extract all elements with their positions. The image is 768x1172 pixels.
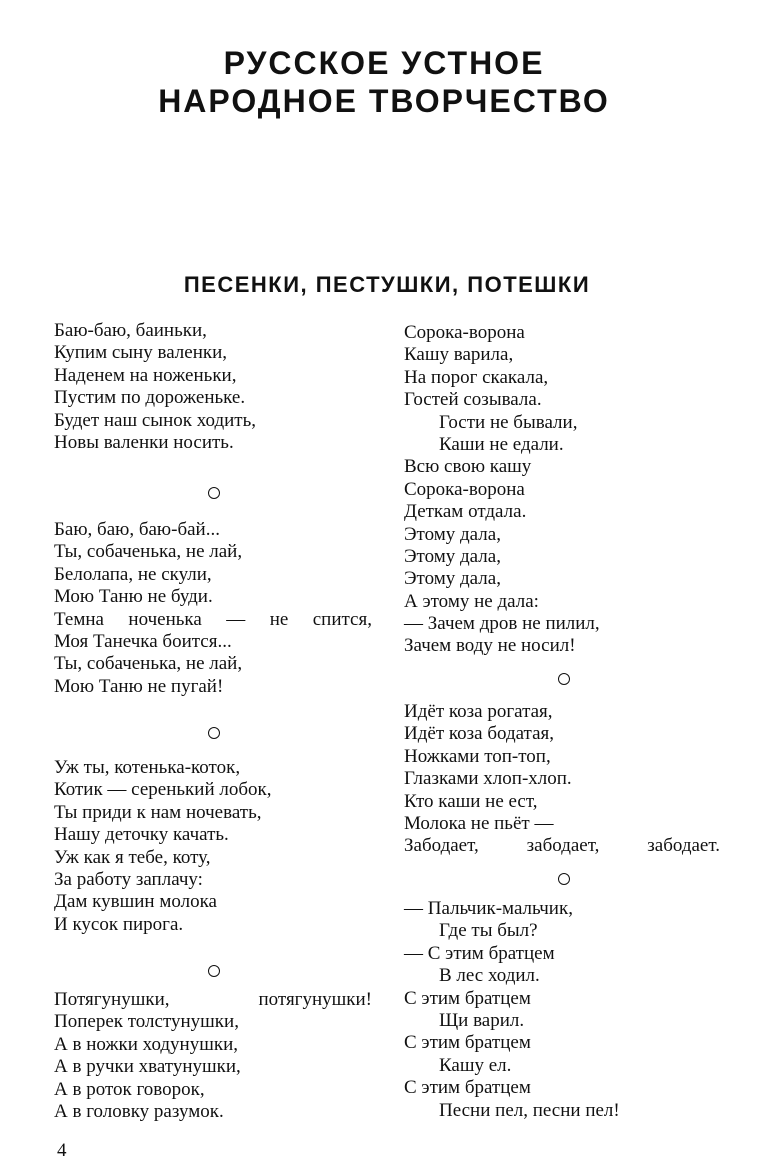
- verse-line: Баю-баю, баиньки,: [54, 320, 207, 341]
- page-number: 4: [57, 1140, 67, 1161]
- verse-line: С этим братцем: [404, 1032, 531, 1054]
- verse-line: В лес ходил.: [439, 965, 540, 987]
- verse-word: ноченька: [128, 608, 202, 630]
- chapter-title: [0, 44, 768, 120]
- verse-line: На порог скакала,: [404, 366, 549, 388]
- verse-line: Сорока-ворона: [404, 322, 525, 343]
- verse-line: Мою Таню не буди.: [54, 586, 213, 608]
- verse-line: Новы валенки носить.: [54, 431, 234, 453]
- poem-separator-circle: [208, 727, 220, 739]
- verse-line: Моя Танечка боится...: [54, 630, 232, 652]
- verse-line: Песни пел, песни пел!: [439, 1099, 620, 1121]
- verse-line: Нашу деточку качать.: [54, 824, 229, 846]
- verse-line: Уж как я тебе, коту,: [54, 846, 211, 868]
- verse-line: За работу заплачу:: [54, 868, 203, 890]
- verse-line: — Зачем дров не пилил,: [404, 613, 600, 635]
- verse-line: Белолапа, не скули,: [54, 563, 212, 585]
- verse-line: Купим сыну валенки,: [54, 342, 228, 364]
- verse-word: забодает.: [647, 835, 720, 857]
- verse-line: Наденем на ноженьки,: [54, 364, 237, 386]
- verse-line: А в ручки хватунушки,: [54, 1056, 241, 1078]
- verse-line: [404, 835, 720, 857]
- verse-line: А в головку разумок.: [54, 1100, 224, 1122]
- verse-line: А этому не дала:: [404, 590, 539, 612]
- verse-line: Ты, собаченька, не лай,: [54, 541, 243, 563]
- poem-kotenka-kotok: [54, 757, 272, 936]
- verse-line: Гости не бывали,: [439, 411, 578, 433]
- verse-line: Кашу варила,: [404, 344, 514, 366]
- verse-line: Пустим по дороженьке.: [54, 387, 246, 409]
- poem-potyagunushki: [54, 989, 372, 1123]
- poem-separator-circle: [208, 965, 220, 977]
- verse-line: Котик — серенький лобок,: [54, 779, 272, 801]
- verse-line: Где ты был?: [439, 920, 538, 942]
- verse-line: Щи варил.: [439, 1009, 525, 1031]
- verse-line: Каши не едали.: [439, 433, 564, 455]
- verse-line: [54, 989, 372, 1011]
- poem-palchik-malchik: [404, 898, 620, 1122]
- verse-line: Идёт коза бодатая,: [404, 723, 555, 745]
- poem-separator-circle: [208, 487, 220, 499]
- verse-line: Баю, баю, баю-бай...: [54, 519, 220, 540]
- verse-line: [54, 609, 372, 631]
- verse-line: Ты, собаченька, не лай,: [54, 653, 243, 675]
- verse-line: Уж ты, котенька-коток,: [54, 757, 241, 778]
- poem-koza-rogataya: [404, 701, 720, 858]
- verse-line: И кусок пирога.: [54, 913, 184, 935]
- verse-line: — Пальчик-мальчик,: [404, 898, 573, 919]
- verse-word: не: [269, 608, 289, 630]
- verse-line: Ты приди к нам ночевать,: [54, 801, 262, 823]
- verse-line: Будет наш сынок ходить,: [54, 409, 257, 431]
- verse-line: Этому дала,: [404, 523, 501, 545]
- verse-line: А в роток говорок,: [54, 1078, 205, 1100]
- verse-line: Гостей созывала.: [404, 389, 542, 411]
- verse-line: Глазками хлоп-хлоп.: [404, 768, 572, 790]
- verse-line: С этим братцем: [404, 987, 531, 1009]
- verse-line: Зачем воду не носил!: [404, 635, 576, 657]
- verse-word: —: [226, 608, 246, 630]
- verse-line: Этому дала,: [404, 545, 501, 567]
- verse-word: Потягунушки,: [54, 989, 170, 1010]
- verse-line: С этим братцем: [404, 1077, 531, 1099]
- verse-word: Темна: [54, 608, 104, 630]
- verse-line: Деткам отдала.: [404, 501, 527, 523]
- verse-line: Поперек толстунушки,: [54, 1011, 239, 1033]
- verse-word: спится,: [312, 608, 372, 630]
- verse-line: Дам кувшин молока: [54, 891, 217, 913]
- verse-word: Забодает,: [404, 835, 479, 857]
- verse-line: Молока не пьёт —: [404, 812, 554, 834]
- chapter-title-line-2: НАРОДНОЕ ТВОРЧЕСТВО: [158, 83, 610, 119]
- section-title: ПЕСЕНКИ, ПЕСТУШКИ, ПОТЕШКИ: [183, 272, 591, 297]
- poem-separator-circle: [558, 673, 570, 685]
- poem-bayu-bayu-bay: [54, 519, 372, 698]
- verse-line: Всю свою кашу: [404, 456, 532, 478]
- verse-line: Кто каши не ест,: [404, 790, 538, 812]
- verse-line: А в ножки ходунушки,: [54, 1033, 239, 1055]
- verse-line: Идёт коза рогатая,: [404, 701, 553, 722]
- verse-word: забодает,: [526, 835, 600, 857]
- poem-soroka-vorona: [404, 322, 600, 658]
- verse-line: Ножками топ-топ,: [404, 745, 551, 767]
- verse-line: — С этим братцем: [404, 942, 555, 964]
- verse-word: потягунушки!: [258, 989, 372, 1010]
- verse-line: Сорока-ворона: [404, 478, 525, 500]
- poem-separator-circle: [558, 873, 570, 885]
- verse-line: Этому дала,: [404, 568, 501, 590]
- verse-line: Мою Таню не пугай!: [54, 675, 224, 697]
- verse-line: Кашу ел.: [439, 1054, 512, 1076]
- chapter-title-line-1: РУССКОЕ УСТНОЕ: [223, 45, 545, 81]
- poem-bayu-bainki: [54, 320, 256, 454]
